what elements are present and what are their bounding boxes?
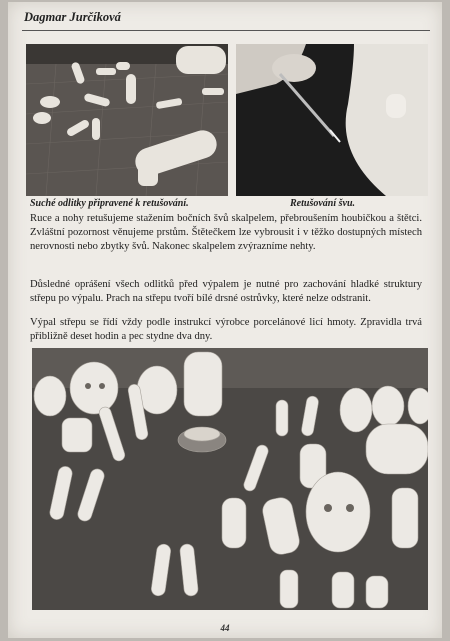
photo-dry-castings xyxy=(26,44,228,196)
header-rule xyxy=(22,30,430,31)
photo-fired-doll-parts xyxy=(32,348,428,610)
paragraph-2: Důsledné oprášení všech odlitků před výpalem je nutné pro zachování hladké struktury střepu po výpalu. Prach na střepu tvoří bílé drsné ostrůvky, které nelze odstranit. xyxy=(30,279,422,305)
caption-left: Suché odlitky připravené k retušování. xyxy=(30,198,189,209)
paragraph-3: Výpal střepu se řídí vždy podle instrukcí výrobce porcelánové licí hmoty. Zpravidla trvá přibližně deset hodin a pec stydne dva dny. xyxy=(30,317,422,343)
running-head: Dagmar Jurčíková xyxy=(24,10,121,24)
caption-right: Retušování švu. xyxy=(290,198,356,209)
book-page xyxy=(8,2,442,638)
paragraph-1: Ruce a nohy retušujeme stažením bočních švů skalpelem, přebroušením houbičkou a štětci. Zvláštní pozornost věnujeme prstům. Štětečkem lze vybrousit i v těžko dostupných místech nerovnosti nebo zbytky švů. Nakonec skalpelem zvýrazníme nehty. xyxy=(30,213,422,253)
photo-seam-retouching xyxy=(236,44,428,196)
page-number: 44 xyxy=(220,623,230,633)
